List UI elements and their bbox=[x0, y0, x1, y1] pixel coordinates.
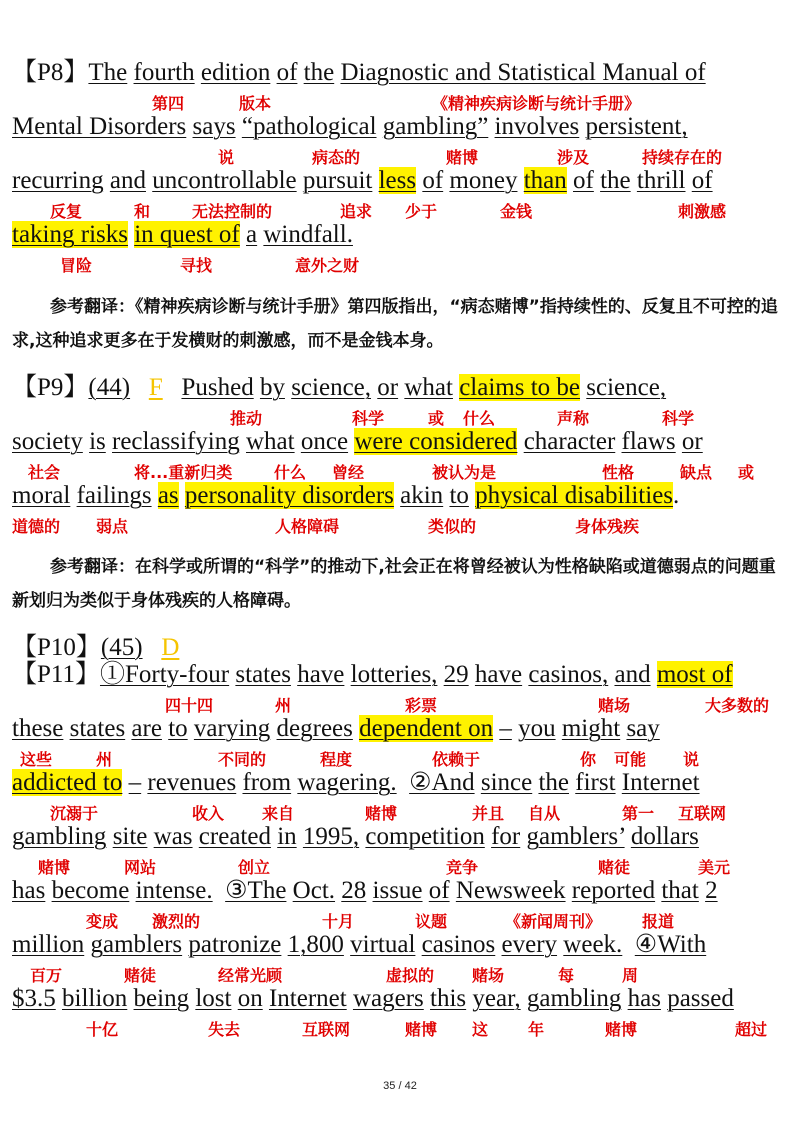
gloss: 病态的 bbox=[312, 148, 361, 167]
word: these bbox=[12, 715, 64, 742]
highlighted-word: than bbox=[523, 167, 567, 194]
word: have bbox=[297, 661, 345, 688]
word: being bbox=[133, 985, 190, 1012]
punctuation: . bbox=[673, 482, 680, 509]
word: you bbox=[518, 715, 556, 742]
word: was bbox=[153, 823, 193, 850]
gloss: 大多数的 bbox=[705, 696, 770, 715]
highlighted-word: as bbox=[157, 482, 179, 509]
p9-line-1 bbox=[12, 373, 666, 403]
word: and bbox=[614, 661, 651, 688]
gloss: 议题 bbox=[415, 912, 448, 931]
gloss: 赌博 bbox=[38, 858, 71, 877]
gloss: 依赖于 bbox=[432, 750, 481, 769]
gloss: 超过 bbox=[735, 1020, 768, 1039]
reference-translation: 参考翻译：《精神疾病诊断与统计手册》第四版指出，“病态赌博”指持续性的、反复且不可控的追求,这种追求更多在于发横财的刺激感，而不是金钱本身。 bbox=[12, 297, 778, 351]
paragraph-label: 【P9】 bbox=[12, 374, 89, 401]
highlighted-word: less bbox=[378, 167, 417, 194]
gloss: 创立 bbox=[238, 858, 271, 877]
word: of bbox=[428, 877, 450, 904]
word: million bbox=[12, 931, 85, 958]
word: year, bbox=[472, 985, 521, 1012]
p11-line-6 bbox=[12, 930, 706, 960]
gloss: 无法控制的 bbox=[192, 202, 273, 221]
word: casinos, bbox=[528, 661, 609, 688]
gloss: 金钱 bbox=[500, 202, 533, 221]
word: character bbox=[523, 428, 616, 455]
word: the bbox=[538, 769, 570, 796]
gloss: 弱点 bbox=[96, 517, 129, 536]
paragraph-label: 【P10】 bbox=[12, 634, 101, 661]
word: 28 bbox=[341, 877, 367, 904]
word: ①Forty-four bbox=[99, 661, 230, 688]
word: what bbox=[404, 374, 453, 401]
word: by bbox=[259, 374, 285, 401]
word: in bbox=[277, 823, 297, 850]
word: issue bbox=[372, 877, 423, 904]
word: passed bbox=[667, 985, 734, 1012]
word: gamblers bbox=[90, 931, 183, 958]
gloss: 第四 bbox=[152, 94, 185, 113]
word: reclassifying bbox=[112, 428, 240, 455]
paragraph-label: 【P8】 bbox=[12, 59, 89, 86]
gloss: 什么 bbox=[463, 409, 496, 428]
word: the bbox=[600, 167, 631, 194]
gloss: 第一 bbox=[622, 804, 655, 823]
gloss: 互联网 bbox=[678, 804, 727, 823]
word: say bbox=[626, 715, 660, 742]
gloss: 《新闻周刊》 bbox=[505, 912, 602, 931]
word: reported bbox=[571, 877, 656, 904]
gloss: 追求 bbox=[340, 202, 373, 221]
gloss: 赌博 bbox=[405, 1020, 438, 1039]
word: casinos bbox=[421, 931, 496, 958]
gloss: 科学 bbox=[352, 409, 385, 428]
gloss: 美元 bbox=[698, 858, 731, 877]
answer-letter: F bbox=[148, 374, 163, 401]
word: has bbox=[12, 877, 46, 904]
gloss: 少于 bbox=[405, 202, 438, 221]
gloss: 类似的 bbox=[428, 517, 477, 536]
gloss: 赌徒 bbox=[598, 858, 631, 877]
gloss: 自从 bbox=[528, 804, 561, 823]
gloss: 刺激感 bbox=[678, 202, 727, 221]
gloss: 你 bbox=[580, 750, 597, 769]
word: Mental Disorders bbox=[12, 113, 187, 140]
gloss: 可能 bbox=[614, 750, 647, 769]
word: on bbox=[237, 985, 263, 1012]
word: revenues bbox=[147, 769, 237, 796]
word: from bbox=[242, 769, 292, 796]
highlighted-phrase: taking risks bbox=[12, 221, 128, 248]
word: uncontrollable bbox=[152, 167, 297, 194]
word: patronize bbox=[188, 931, 282, 958]
word: every bbox=[501, 931, 558, 958]
question-number: (45) bbox=[100, 634, 143, 661]
gloss: 失去 bbox=[208, 1020, 241, 1039]
word: first bbox=[575, 769, 616, 796]
word: gambling bbox=[12, 823, 107, 850]
gloss: 缺点 bbox=[680, 463, 713, 482]
word: Diagnostic and Statistical Manual of bbox=[340, 59, 706, 86]
gloss: 周 bbox=[622, 966, 639, 985]
word: are bbox=[131, 715, 162, 742]
word: recurring bbox=[12, 167, 104, 194]
word: become bbox=[51, 877, 130, 904]
gloss: 互联网 bbox=[302, 1020, 351, 1039]
p8-line-3 bbox=[12, 166, 713, 196]
word: to bbox=[449, 482, 469, 509]
word: or bbox=[377, 374, 399, 401]
gloss: 竞争 bbox=[446, 858, 479, 877]
word: a bbox=[246, 221, 258, 248]
gloss: 冒险 bbox=[60, 256, 93, 275]
gloss: 虚拟的 bbox=[386, 966, 435, 985]
gloss: 报道 bbox=[642, 912, 675, 931]
p11-line-5 bbox=[12, 876, 718, 906]
word: of bbox=[573, 167, 594, 194]
word: pursuit bbox=[302, 167, 373, 194]
word: virtual bbox=[350, 931, 416, 958]
word: dollars bbox=[630, 823, 699, 850]
word: wagering. bbox=[297, 769, 397, 796]
gloss: 赌博 bbox=[446, 148, 479, 167]
p9-line-3 bbox=[12, 481, 679, 511]
word: billion bbox=[62, 985, 128, 1012]
word: that bbox=[661, 877, 699, 904]
word: persistent, bbox=[585, 113, 688, 140]
word: have bbox=[474, 661, 523, 688]
gloss: 激烈的 bbox=[152, 912, 201, 931]
gloss: 或 bbox=[428, 409, 445, 428]
gloss: 州 bbox=[96, 750, 113, 769]
paragraph-label: 【P11】 bbox=[12, 661, 100, 688]
gloss: 赌徒 bbox=[124, 966, 157, 985]
page-number: 35 / 42 bbox=[383, 1080, 417, 1092]
highlighted-phrase: in quest of bbox=[134, 221, 240, 248]
gloss: 涉及 bbox=[557, 148, 590, 167]
gloss: 赌场 bbox=[598, 696, 631, 715]
gloss: 年 bbox=[528, 1020, 545, 1039]
word: the bbox=[303, 59, 335, 86]
highlighted-phrase: dependent on bbox=[359, 715, 494, 742]
word: degrees bbox=[276, 715, 353, 742]
gloss: 经常光顾 bbox=[218, 966, 283, 985]
word: is bbox=[89, 428, 106, 455]
word: involves bbox=[494, 113, 580, 140]
word: created bbox=[198, 823, 271, 850]
highlighted-phrase: personality disorders bbox=[184, 482, 394, 509]
word: thrill bbox=[636, 167, 686, 194]
word: $3.5 bbox=[12, 985, 56, 1012]
gloss: 寻找 bbox=[180, 256, 213, 275]
word: gamblers’ bbox=[526, 823, 625, 850]
p11-line-3 bbox=[12, 768, 700, 798]
word: and bbox=[109, 167, 146, 194]
word: or bbox=[681, 428, 703, 455]
word: has bbox=[627, 985, 661, 1012]
gloss: 来自 bbox=[262, 804, 295, 823]
gloss: 道德的 bbox=[12, 517, 61, 536]
gloss: 赌博 bbox=[365, 804, 398, 823]
word: since bbox=[480, 769, 533, 796]
word: fourth bbox=[133, 59, 195, 86]
gloss: 州 bbox=[275, 696, 292, 715]
p8-line-4 bbox=[12, 220, 353, 250]
gloss: 沉溺于 bbox=[50, 804, 99, 823]
question-number: (44) bbox=[88, 374, 131, 401]
gloss: 赌场 bbox=[472, 966, 505, 985]
gloss: 人格障碍 bbox=[275, 517, 340, 536]
word: might bbox=[561, 715, 621, 742]
gloss: 意外之财 bbox=[295, 256, 360, 275]
word: states bbox=[235, 661, 291, 688]
gloss: 社会 bbox=[28, 463, 61, 482]
p11-line-2 bbox=[12, 714, 660, 744]
gloss: 四十四 bbox=[165, 696, 214, 715]
gloss: 不同的 bbox=[218, 750, 267, 769]
highlighted-phrase: claims to be bbox=[459, 374, 581, 401]
p11-line-1 bbox=[12, 660, 733, 690]
gloss: 推动 bbox=[230, 409, 263, 428]
gloss: 百万 bbox=[30, 966, 63, 985]
gloss: 身体残疾 bbox=[575, 517, 640, 536]
gloss: 科学 bbox=[662, 409, 695, 428]
word: varying bbox=[193, 715, 271, 742]
word: akin bbox=[400, 482, 444, 509]
gloss: 这 bbox=[472, 1020, 489, 1039]
word: “pathological bbox=[241, 113, 377, 140]
gloss: 并且 bbox=[472, 804, 505, 823]
gloss: 十亿 bbox=[86, 1020, 119, 1039]
word: science, bbox=[586, 374, 667, 401]
word: ②And bbox=[409, 769, 475, 796]
gloss: 或 bbox=[738, 463, 755, 482]
gloss: 持续存在的 bbox=[642, 148, 723, 167]
p10-line bbox=[12, 633, 179, 663]
gloss: 《精神疾病诊断与统计手册》 bbox=[432, 94, 641, 113]
word: flaws bbox=[621, 428, 676, 455]
word: ③The bbox=[225, 877, 287, 904]
word: of bbox=[691, 167, 713, 194]
word: lost bbox=[195, 985, 232, 1012]
word: edition bbox=[200, 59, 271, 86]
gloss: 变成 bbox=[86, 912, 119, 931]
word: week. bbox=[563, 931, 623, 958]
gloss: 收入 bbox=[192, 804, 225, 823]
word: 1995, bbox=[302, 823, 360, 850]
word: says bbox=[192, 113, 236, 140]
word: of bbox=[422, 167, 444, 194]
highlighted-phrase: physical disabilities bbox=[475, 482, 674, 509]
word: of bbox=[276, 59, 298, 86]
word: failings bbox=[76, 482, 152, 509]
gloss: 这些 bbox=[20, 750, 53, 769]
word: site bbox=[112, 823, 148, 850]
gloss: 版本 bbox=[239, 94, 272, 113]
gloss: 性格 bbox=[602, 463, 635, 482]
dash: – bbox=[499, 715, 512, 742]
gloss: 和 bbox=[134, 202, 151, 221]
word: 1,800 bbox=[287, 931, 344, 958]
word: what bbox=[246, 428, 295, 455]
word: for bbox=[491, 823, 521, 850]
word: gambling bbox=[526, 985, 622, 1012]
gloss: 反复 bbox=[50, 202, 83, 221]
p9-line-2 bbox=[12, 427, 703, 457]
word: money bbox=[449, 167, 518, 194]
gloss: 网站 bbox=[124, 858, 157, 877]
word: Pushed bbox=[181, 374, 254, 401]
p8-line-1 bbox=[12, 58, 706, 88]
word: society bbox=[12, 428, 83, 455]
gloss: 赌博 bbox=[605, 1020, 638, 1039]
gloss: 什么 bbox=[274, 463, 307, 482]
word: 2 bbox=[705, 877, 718, 904]
word: lotteries, bbox=[350, 661, 438, 688]
gloss: 被认为是 bbox=[432, 463, 497, 482]
gloss: 程度 bbox=[320, 750, 353, 769]
word: this bbox=[430, 985, 467, 1012]
p11-line-7 bbox=[12, 984, 734, 1014]
word: windfall. bbox=[263, 221, 353, 248]
highlighted-phrase: were considered bbox=[354, 428, 518, 455]
highlighted-phrase: addicted to bbox=[12, 769, 123, 796]
gloss: 将...重新归类 bbox=[134, 463, 233, 482]
highlighted-phrase: most of bbox=[656, 661, 733, 688]
gloss: 说 bbox=[218, 148, 235, 167]
word: wagers bbox=[352, 985, 424, 1012]
p11-line-4 bbox=[12, 822, 699, 852]
reference-translation: 参考翻译：在科学或所谓的“科学”的推动下,社会正在将曾经被认为性格缺陷或道德弱点的问题重新划归为类似于身体残疾的人格障碍。 bbox=[12, 557, 776, 611]
gloss: 声称 bbox=[557, 409, 590, 428]
gloss: 每 bbox=[558, 966, 575, 985]
word: 29 bbox=[443, 661, 469, 688]
gloss: 曾经 bbox=[332, 463, 365, 482]
dash: – bbox=[128, 769, 142, 796]
gloss: 十月 bbox=[322, 912, 355, 931]
word: Internet bbox=[621, 769, 700, 796]
word: states bbox=[69, 715, 126, 742]
word: moral bbox=[12, 482, 71, 509]
word: The bbox=[88, 59, 128, 86]
word: Internet bbox=[268, 985, 347, 1012]
gloss: 说 bbox=[683, 750, 700, 769]
word: science, bbox=[291, 374, 372, 401]
word: ④With bbox=[634, 931, 707, 958]
word: gambling” bbox=[382, 113, 489, 140]
word: Newsweek bbox=[455, 877, 566, 904]
word: to bbox=[168, 715, 188, 742]
word: intense. bbox=[135, 877, 213, 904]
word: competition bbox=[365, 823, 485, 850]
word: Oct. bbox=[292, 877, 336, 904]
gloss: 彩票 bbox=[405, 696, 438, 715]
word: once bbox=[300, 428, 349, 455]
answer-letter: D bbox=[161, 634, 180, 661]
p8-line-2 bbox=[12, 112, 688, 142]
